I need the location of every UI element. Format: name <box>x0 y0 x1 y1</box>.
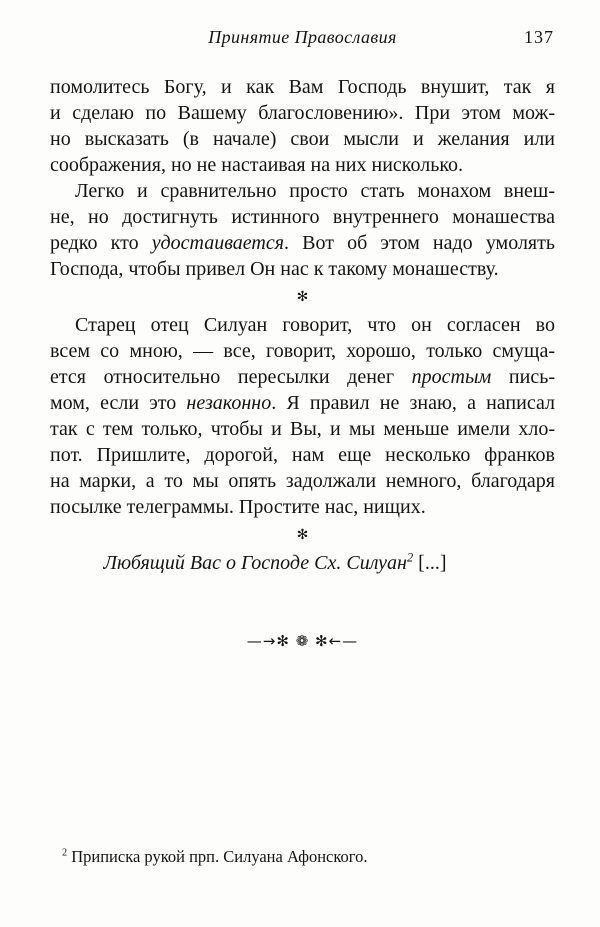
text-run: помолитесь Богу, и как Вам Господь внушит, так я <box>50 76 555 98</box>
text-run: . Вот об этом надо умолять <box>284 232 555 254</box>
page-number: 137 <box>524 27 554 47</box>
text-line <box>50 100 555 126</box>
text-run: ется относительно пересылки денег <box>50 366 412 388</box>
text-run: не, но достигнуть истинного внутреннего монашества <box>50 206 555 228</box>
paragraph <box>50 178 555 282</box>
text-run: на марки, а то мы опять задолжали немного, благодаря <box>50 470 555 492</box>
signature-line <box>50 550 555 576</box>
body-text <box>50 74 555 548</box>
running-head <box>50 26 555 48</box>
text-run: 2 <box>406 550 414 565</box>
text-line <box>50 178 555 204</box>
text-run: . Я правил не знаю, а написал <box>271 392 555 414</box>
text-run: но высказать (в начале) свои мысли и желания или <box>50 128 555 150</box>
text-line <box>50 126 555 152</box>
text-run: пись- <box>491 366 555 388</box>
text-line <box>50 442 555 468</box>
text-run: [...] <box>413 552 447 574</box>
section-separator-asterisk: ✻ <box>296 527 309 543</box>
text-run: удостаивается <box>151 232 284 254</box>
text-run: посылке телеграммы. Простите нас, нищих. <box>50 496 426 518</box>
text-run: Господа, чтобы привел Он нас к такому монашеству. <box>50 258 499 280</box>
paragraph <box>50 74 555 178</box>
end-ornament: —→✻ ❁ ✻←— <box>246 632 359 650</box>
text-run: незаконно <box>186 392 272 414</box>
text-line <box>50 390 555 416</box>
footnote-text: Приписка рукой прп. Силуана Афонского. <box>67 847 368 866</box>
section-separator-asterisk: ✻ <box>296 289 309 305</box>
text-run: и сделаю по Вашему благословению». При этом мож- <box>50 102 555 124</box>
text-run: простым <box>411 366 492 388</box>
text-line <box>50 256 555 282</box>
text-run: Легко и сравнительно просто стать монахом внеш- <box>75 180 555 202</box>
text-run: редко кто <box>50 232 152 254</box>
text-line <box>50 338 555 364</box>
text-line <box>50 468 555 494</box>
text-line <box>50 494 555 520</box>
text-line <box>50 74 555 100</box>
text-line <box>50 364 555 390</box>
text-run: Старец отец Силуан говорит, что он согласен во <box>75 314 555 336</box>
text-run: соображения, но не настаивая на них нисколько. <box>50 154 464 176</box>
footnote <box>50 847 555 867</box>
text-line <box>50 312 555 338</box>
text-line <box>50 230 555 256</box>
text-run: всем со мною, — все, говорит, хорошо, только смуща- <box>50 340 555 362</box>
text-run: так с тем только, чтобы и Вы, и мы меньше имели хло- <box>50 418 555 440</box>
text-line <box>50 152 555 178</box>
footnote-marker: 2 <box>62 847 68 859</box>
running-title: Принятие Православия <box>208 27 397 47</box>
text-line <box>50 204 555 230</box>
paragraph <box>50 312 555 520</box>
text-run: Любящий Вас о Господе Сх. Силуан <box>103 552 407 574</box>
text-run: пот. Пришлите, дорогой, нам еще несколько франков <box>50 444 555 466</box>
text-run: мом, если это <box>50 392 187 414</box>
text-line <box>50 416 555 442</box>
